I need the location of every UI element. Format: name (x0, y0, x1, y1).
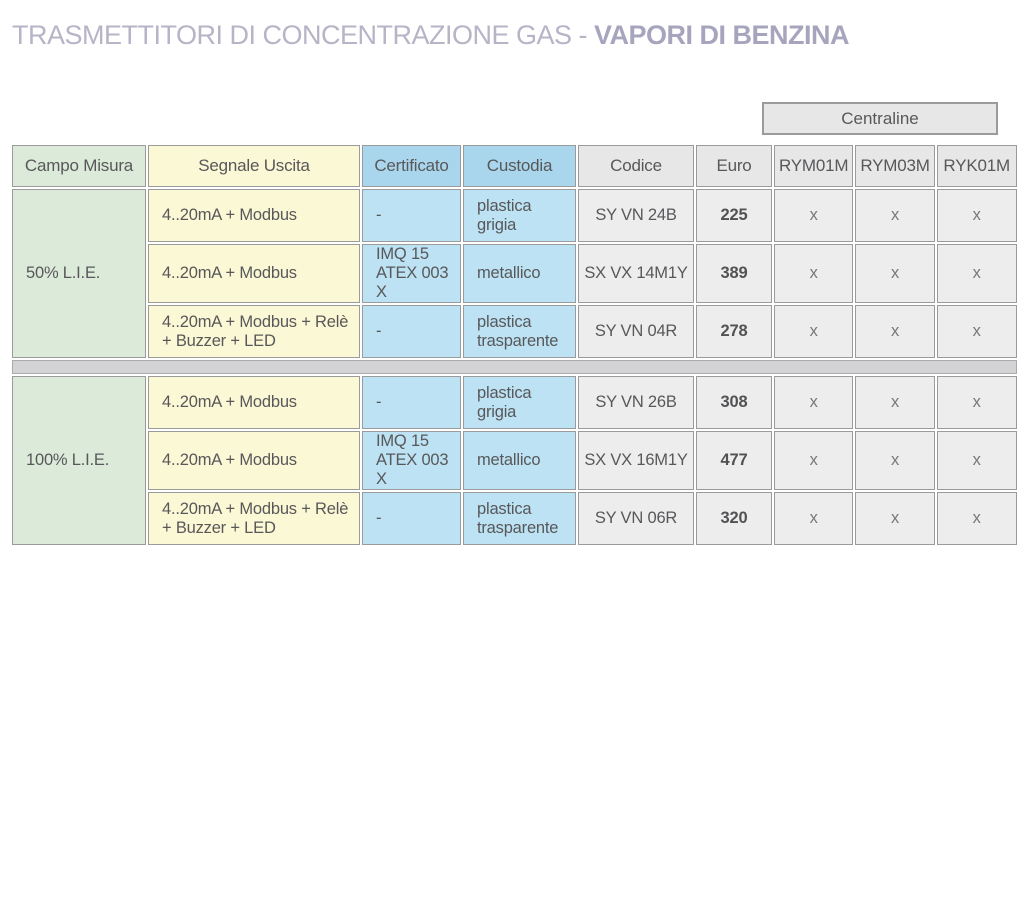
page-title-regular: TRASMETTITORI DI CONCENTRAZIONE GAS - (12, 20, 595, 50)
certificato-cell: IMQ 15 ATEX 003 X (362, 431, 461, 490)
segnale-uscita-cell: 4..20mA + Modbus + Relè + Buzzer + LED (148, 492, 360, 545)
campo-misura-cell: 50% L.I.E. (12, 189, 146, 358)
codice-cell: SY VN 04R (578, 305, 694, 358)
segnale-uscita-cell: 4..20mA + Modbus + Relè + Buzzer + LED (148, 305, 360, 358)
table-row (12, 431, 1017, 490)
euro-cell: 278 (696, 305, 772, 358)
euro-cell: 320 (696, 492, 772, 545)
col-header-custodia: Custodia (463, 145, 576, 187)
product-price-table (10, 143, 1019, 547)
certificato-cell: - (362, 305, 461, 358)
custodia-cell: plastica trasparente (463, 492, 576, 545)
custodia-cell: metallico (463, 244, 576, 303)
rym01m-x-cell: x (774, 376, 853, 429)
codice-cell: SX VX 14M1Y (578, 244, 694, 303)
col-header-codice: Codice (578, 145, 694, 187)
centraline-group-header (762, 102, 998, 135)
col-header-rym01m: RYM01M (774, 145, 853, 187)
euro-cell: 477 (696, 431, 772, 490)
rym03m-x-cell: x (855, 305, 934, 358)
table-row (12, 244, 1017, 303)
certificato-cell: IMQ 15 ATEX 003 X (362, 244, 461, 303)
col-header-segnale-uscita: Segnale Uscita (148, 145, 360, 187)
section-separator-row (12, 360, 1017, 374)
table-row (12, 492, 1017, 545)
col-header-campo-misura: Campo Misura (12, 145, 146, 187)
ryk01m-x-cell: x (937, 431, 1017, 490)
section-separator (12, 360, 1017, 374)
page-title (12, 20, 1032, 50)
col-header-certificato: Certificato (362, 145, 461, 187)
codice-cell: SY VN 06R (578, 492, 694, 545)
col-header-euro: Euro (696, 145, 772, 187)
codice-cell: SX VX 16M1Y (578, 431, 694, 490)
custodia-cell: metallico (463, 431, 576, 490)
codice-cell: SY VN 24B (578, 189, 694, 242)
certificato-cell: - (362, 189, 461, 242)
rym01m-x-cell: x (774, 431, 853, 490)
centraline-label: Centraline (841, 108, 919, 128)
custodia-cell: plastica trasparente (463, 305, 576, 358)
rym01m-x-cell: x (774, 189, 853, 242)
certificato-cell: - (362, 376, 461, 429)
custodia-cell: plastica grigia (463, 189, 576, 242)
segnale-uscita-cell: 4..20mA + Modbus (148, 431, 360, 490)
segnale-uscita-cell: 4..20mA + Modbus (148, 244, 360, 303)
col-header-ryk01m: RYK01M (937, 145, 1017, 187)
ryk01m-x-cell: x (937, 305, 1017, 358)
ryk01m-x-cell: x (937, 189, 1017, 242)
rym03m-x-cell: x (855, 376, 934, 429)
euro-cell: 225 (696, 189, 772, 242)
rym03m-x-cell: x (855, 431, 934, 490)
col-header-rym03m: RYM03M (855, 145, 934, 187)
custodia-cell: plastica grigia (463, 376, 576, 429)
segnale-uscita-cell: 4..20mA + Modbus (148, 189, 360, 242)
rym03m-x-cell: x (855, 244, 934, 303)
table-row (12, 376, 1017, 429)
segnale-uscita-cell: 4..20mA + Modbus (148, 376, 360, 429)
header-row (12, 145, 1017, 187)
rym01m-x-cell: x (774, 244, 853, 303)
rym03m-x-cell: x (855, 189, 934, 242)
ryk01m-x-cell: x (937, 244, 1017, 303)
codice-cell: SY VN 26B (578, 376, 694, 429)
table-row (12, 189, 1017, 242)
ryk01m-x-cell: x (937, 492, 1017, 545)
rym01m-x-cell: x (774, 492, 853, 545)
table-row (12, 305, 1017, 358)
certificato-cell: - (362, 492, 461, 545)
campo-misura-cell: 100% L.I.E. (12, 376, 146, 545)
rym03m-x-cell: x (855, 492, 934, 545)
ryk01m-x-cell: x (937, 376, 1017, 429)
euro-cell: 308 (696, 376, 772, 429)
page-title-emphasis: VAPORI DI BENZINA (594, 20, 850, 50)
rym01m-x-cell: x (774, 305, 853, 358)
euro-cell: 389 (696, 244, 772, 303)
